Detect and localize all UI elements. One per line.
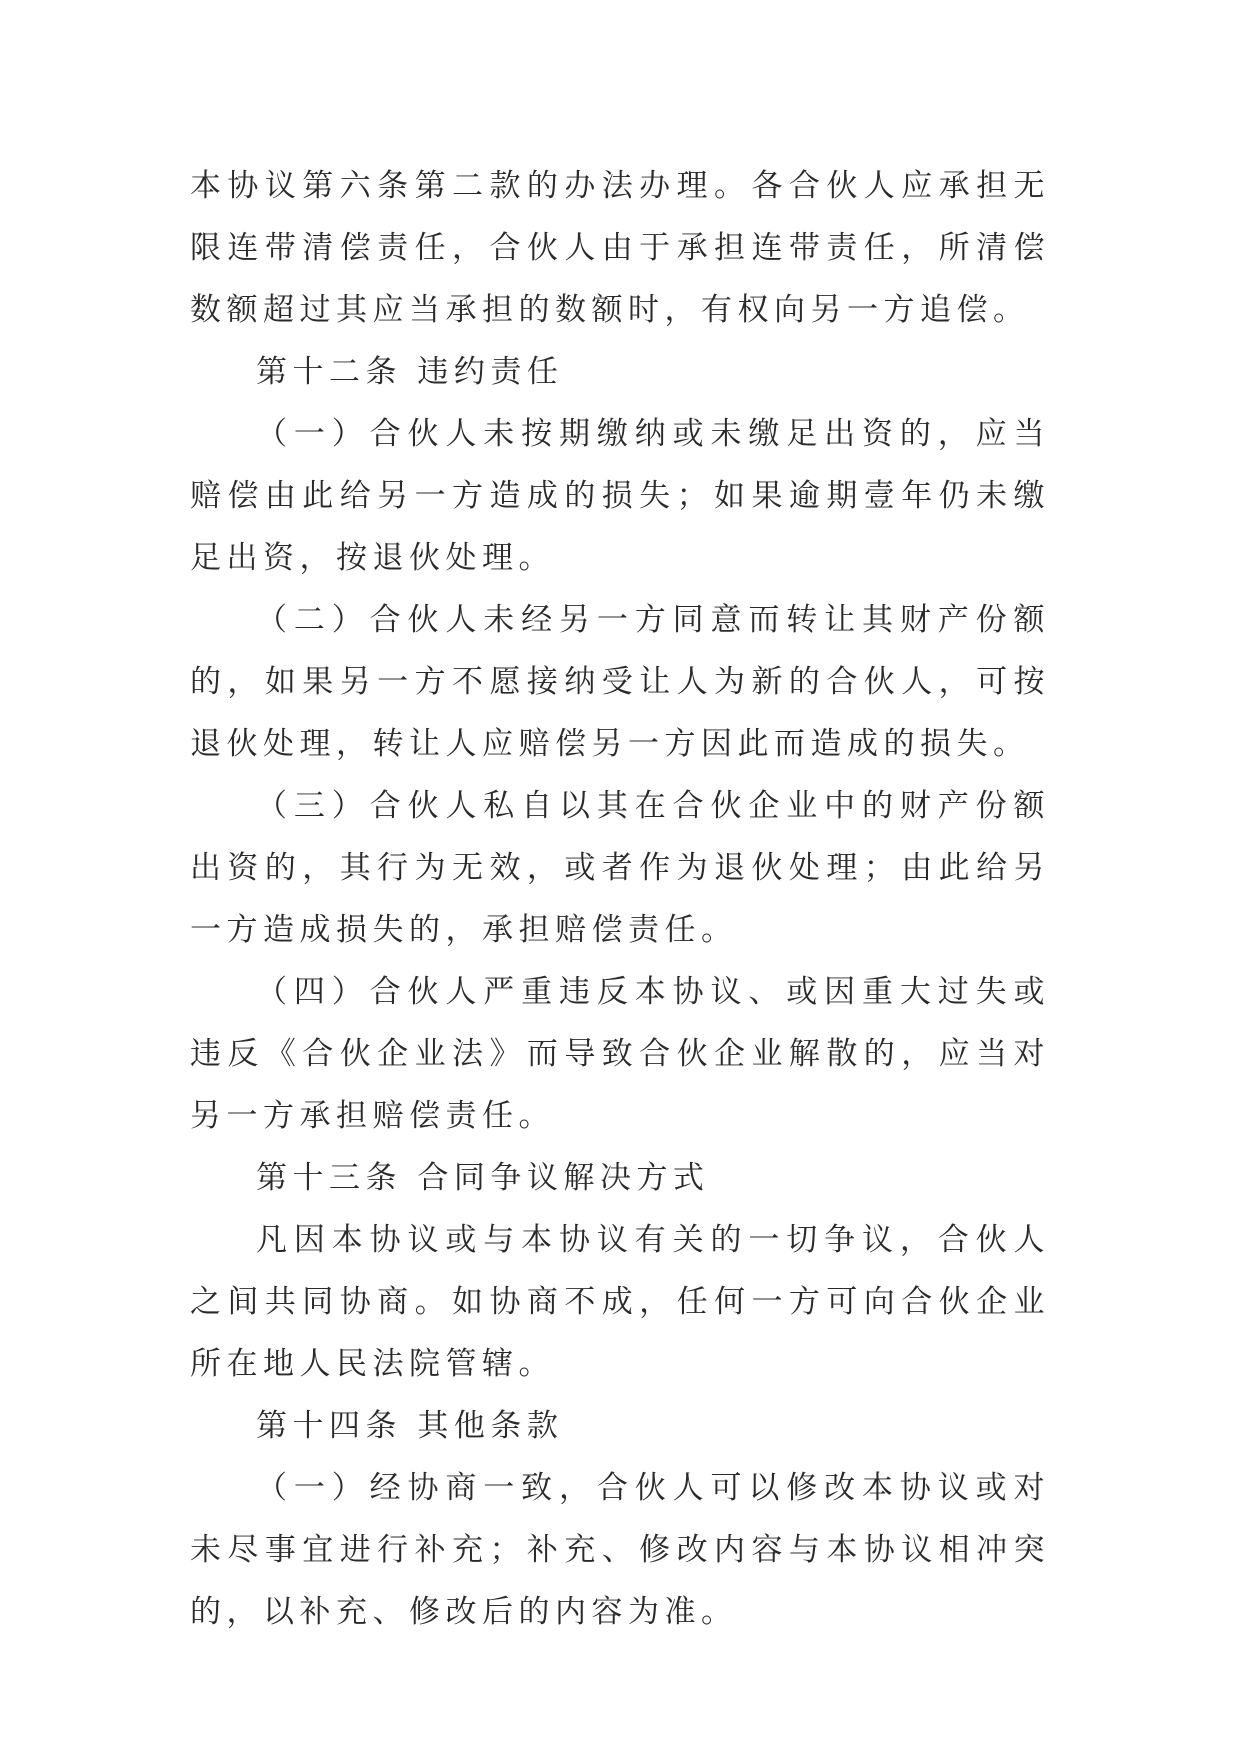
- article-12-clause-2: （二）合伙人未经另一方同意而转让其财产份额的，如果另一方不愿接纳受让人为新的合伙人，可按退伙处理，转让人应赔偿另一方因此而造成的损失。: [190, 602, 1050, 762]
- document-body: [190, 155, 1050, 1643]
- article-14-clause-1: （一）经协商一致，合伙人可以修改本协议或对未尽事宜进行补充；补充、修改内容与本协议相冲突的，以补充、修改后的内容为准。: [190, 1470, 1050, 1630]
- paragraph-continuation: 本协议第六条第二款的办法办理。各合伙人应承担无限连带清偿责任，合伙人由于承担连带责任，所清偿数额超过其应当承担的数额时，有权向另一方追偿。: [190, 168, 1050, 328]
- article-12-heading: 第十二条 违约责任: [256, 354, 564, 390]
- article-12-clause-3: （三）合伙人私自以其在合伙企业中的财产份额出资的，其行为无效，或者作为退伙处理；由此给另一方造成损失的，承担赔偿责任。: [190, 788, 1050, 948]
- article-13-body: 凡因本协议或与本协议有关的一切争议，合伙人之间共同协商。如协商不成，任何一方可向合伙企业所在地人民法院管辖。: [190, 1222, 1050, 1382]
- article-13-heading: 第十三条 合同争议解决方式: [256, 1160, 710, 1196]
- article-12-clause-1: （一）合伙人未按期缴纳或未缴足出资的，应当赔偿由此给另一方造成的损失；如果逾期壹年仍未缴足出资，按退伙处理。: [190, 416, 1050, 576]
- article-12-clause-4: （四）合伙人严重违反本协议、或因重大过失或违反《合伙企业法》而导致合伙企业解散的，应当对另一方承担赔偿责任。: [190, 974, 1050, 1134]
- article-14-heading: 第十四条 其他条款: [256, 1408, 564, 1444]
